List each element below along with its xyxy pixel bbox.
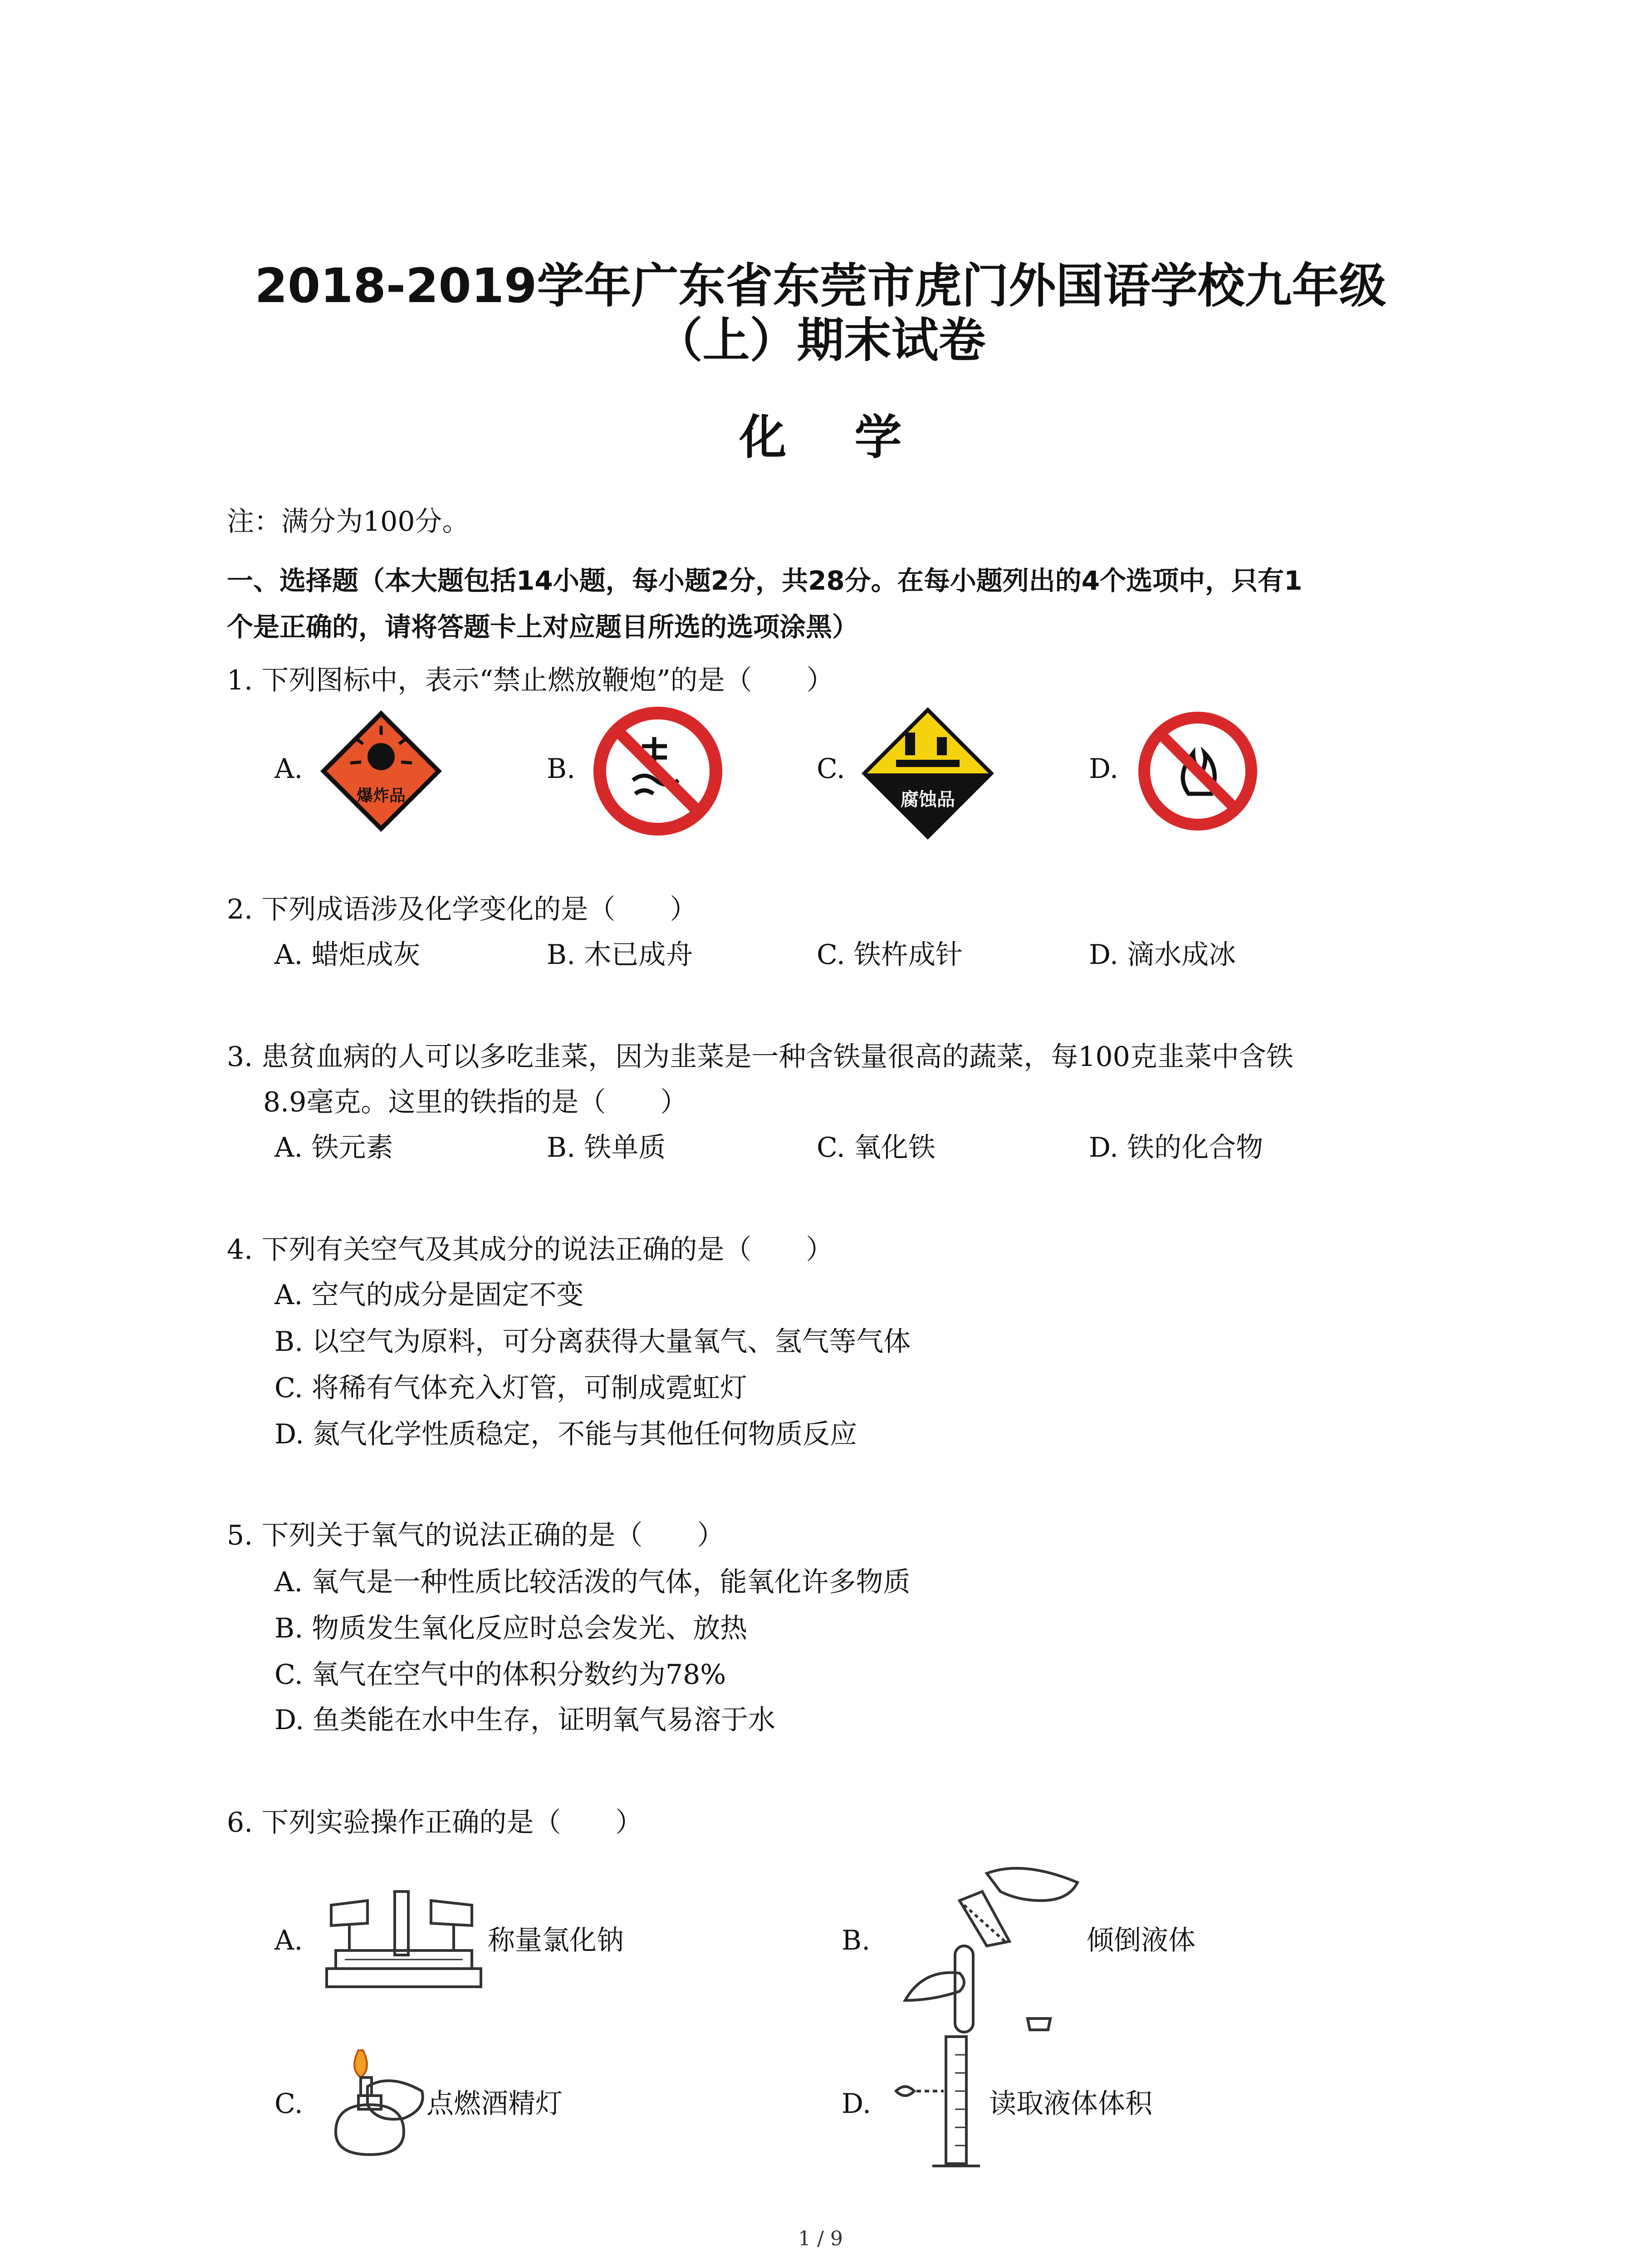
explosive-sign-icon	[318, 708, 445, 835]
q6-option-b-caption: 倾倒液体	[1087, 1925, 1195, 1956]
q3-option-c: C. 氧化铁	[817, 1132, 936, 1163]
corrosive-sign-text: 腐蚀品	[901, 789, 955, 810]
question-2-stem: 2. 下列成语涉及化学变化的是（ ）	[227, 894, 697, 925]
q4-option-d: D. 氮气化学性质稳定，不能与其他任何物质反应	[274, 1418, 857, 1450]
q2-option-d: D. 滴水成冰	[1089, 939, 1236, 971]
corrosive-sign-icon	[860, 705, 996, 841]
pouring-liquid-icon	[896, 1855, 1087, 2046]
balance-scale-icon	[318, 1882, 490, 2005]
section-heading-line2: 个是正确的，请将答题卡上对应题目所选的选项涂黑）	[227, 611, 859, 642]
q6-option-a-label: A.	[274, 1925, 303, 1956]
question-6-stem: 6. 下列实验操作正确的是（ ）	[227, 1807, 643, 1838]
q5-option-d: D. 鱼类能在水中生存，证明氧气易溶于水	[274, 1704, 776, 1736]
page-number: 1 / 9	[798, 2227, 843, 2250]
q3-option-d: D. 铁的化合物	[1089, 1132, 1264, 1163]
subject-title: 化学	[739, 410, 970, 465]
q2-option-c: C. 铁杵成针	[817, 939, 963, 971]
q1-option-b-label: B.	[547, 753, 576, 785]
q4-option-a: A. 空气的成分是固定不变	[274, 1279, 584, 1311]
q1-option-d-label: D.	[1089, 753, 1119, 785]
q6-option-c-caption: 点燃酒精灯	[426, 2088, 563, 2120]
question-3-stem: 3. 患贫血病的人可以多吃韭菜，因为韭菜是一种含铁量很高的蔬菜，每100克韭菜中含铁	[227, 1041, 1293, 1073]
q5-option-c: C. 氧气在空气中的体积分数约为78%	[274, 1659, 726, 1691]
q2-option-b: B. 木已成舟	[547, 939, 693, 971]
q1-option-c-label: C.	[817, 753, 845, 785]
exam-title-line2: （上）期末试卷	[655, 313, 986, 368]
q4-option-c: C. 将稀有气体充入灯管，可制成霓虹灯	[274, 1372, 747, 1404]
q6-option-a-caption: 称量氯化钠	[488, 1925, 624, 1956]
section-heading-line1: 一、选择题（本大题包括14小题，每小题2分，共28分。在每小题列出的4个选项中，只有1	[227, 565, 1303, 596]
question-5-stem: 5. 下列关于氧气的说法正确的是（ ）	[227, 1520, 725, 1551]
question-1-stem: 1. 下列图标中，表示“禁止燃放鞭炮”的是（ ）	[227, 665, 834, 696]
q5-option-b: B. 物质发生氧化反应时总会发光、放热	[274, 1613, 748, 1644]
no-fire-sign-icon	[1136, 710, 1259, 832]
q6-option-d-label: D.	[842, 2088, 872, 2120]
q4-option-b: B. 以空气为原料，可分离获得大量氧气、氢气等气体	[274, 1326, 911, 1358]
explosive-sign-text: 爆炸品	[356, 787, 406, 805]
q3-option-b: B. 铁单质	[547, 1132, 666, 1163]
q6-option-d-caption: 读取液体体积	[989, 2088, 1152, 2120]
q2-option-a: A. 蜡炬成灰	[274, 939, 421, 971]
graduated-cylinder-icon	[887, 2028, 991, 2177]
question-4-stem: 4. 下列有关空气及其成分的说法正确的是（ ）	[227, 1234, 833, 1266]
q6-option-c-label: C.	[274, 2088, 303, 2120]
no-firecrackers-sign-icon	[592, 705, 724, 837]
exam-title-line1: 2018-2019学年广东省东莞市虎门外国语学校九年级	[255, 258, 1386, 313]
alcohol-lamp-icon	[318, 2041, 436, 2168]
q5-option-a: A. 氧气是一种性质比较活泼的气体，能氧化许多物质	[274, 1566, 911, 1598]
q1-option-a-label: A.	[274, 753, 303, 785]
q3-option-a: A. 铁元素	[274, 1132, 393, 1163]
q6-option-b-label: B.	[842, 1925, 871, 1956]
question-3-stem-line2: 8.9毫克。这里的铁指的是（ ）	[263, 1086, 688, 1118]
score-note: 注：满分为100分。	[227, 506, 470, 538]
